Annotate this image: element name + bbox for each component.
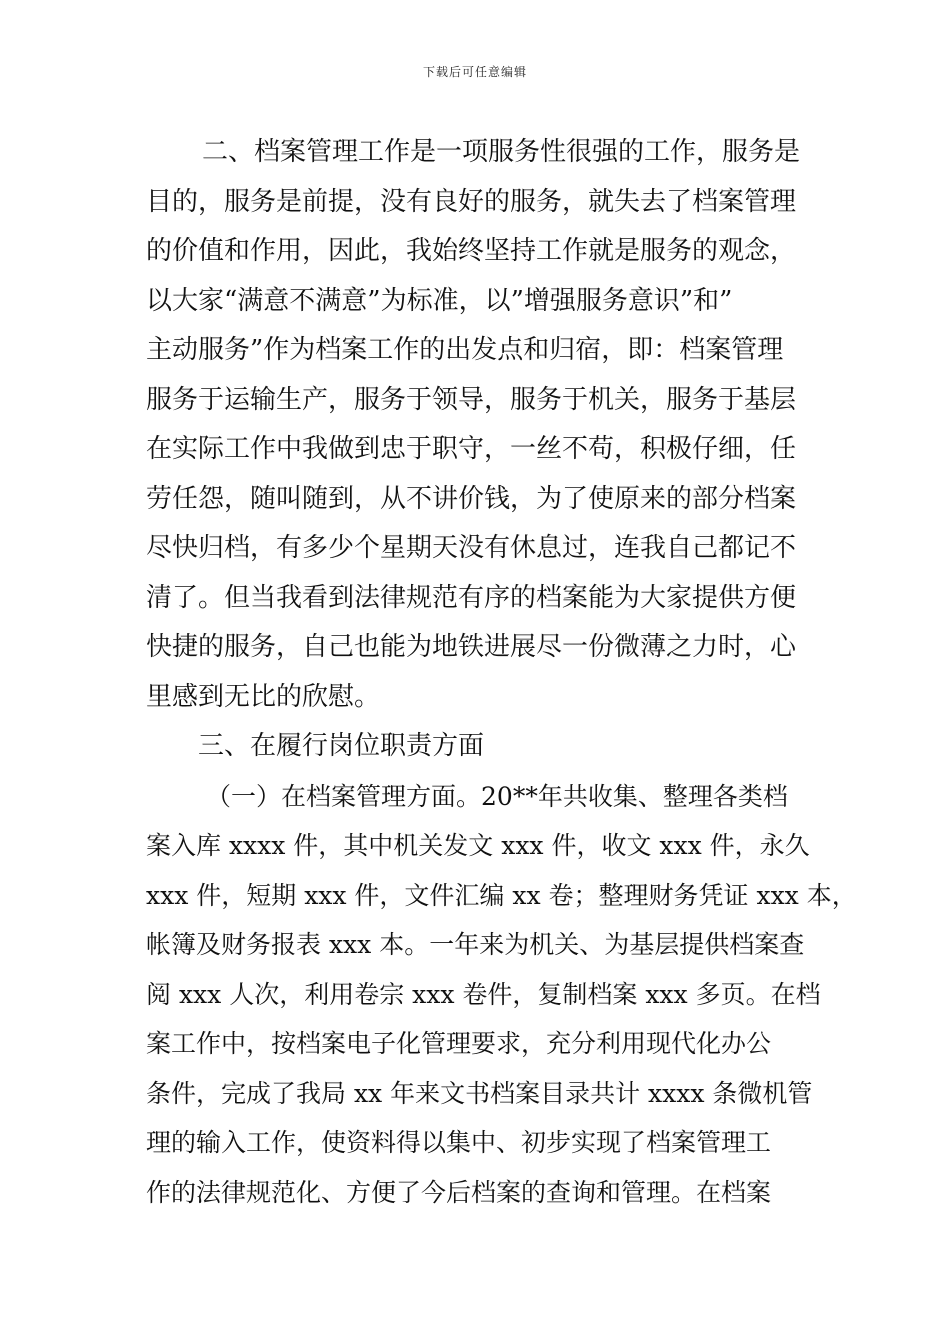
paragraph-line: （一）在档案管理方面。20**年共收集、整理各类档 (206, 781, 788, 811)
paragraph-line: 服务于运输生产，服务于领导，服务于机关，服务于基层 (146, 384, 797, 415)
paragraph-line: 劳任怨，随叫随到，从不讲价钱，为了使原来的部分档案 (146, 483, 797, 514)
paragraph-line: 的价值和作用，因此，我始终坚持工作就是服务的观念， (146, 236, 797, 266)
paragraph-line: 条件，完成了我局 xx 年来文书档案目录共计 xxxx 条微机管 (146, 1078, 813, 1108)
paragraph-line: xxx 件，短期 xxx 件，文件汇编 xx 卷；整理财务凭证 xxx 本， (146, 880, 857, 910)
paragraph-line: 尽快归档，有多少个星期天没有休息过，连我自己都记不 (146, 533, 797, 563)
paragraph-line: 阅 xxx 人次，利用卷宗 xxx 卷件，复制档案 xxx 多页。在档 (146, 979, 821, 1009)
paragraph-line: 理的输入工作，使资料得以集中、初步实现了档案管理工 (146, 1128, 772, 1157)
paragraph-line: 帐簿及财务报表 xxx 本。一年来为机关、为基层提供档案查 (146, 930, 805, 959)
paragraph-line: 主动服务”作为档案工作的出发点和归宿，即：档案管理 (146, 335, 784, 365)
paragraph-line: 目的，服务是前提，没有良好的服务，就失去了档案管理 (146, 186, 797, 217)
paragraph-line: 快捷的服务，自己也能为地铁进展尽一份微薄之力时，心 (146, 632, 797, 662)
paragraph-line: 案入库 xxxx 件，其中机关发文 xxx 件，收文 xxx 件，永久 (146, 831, 810, 860)
paragraph-line: 清了。但当我看到法律规范有序的档案能为大家提供方便 (146, 582, 797, 613)
paragraph-line: 作的法律规范化、方便了今后档案的查询和管理。在档案 (146, 1177, 772, 1207)
paragraph-line: 以大家“满意不满意”为标准，以”增强服务意识”和” (146, 285, 733, 316)
paragraph-line: 在实际工作中我做到忠于职守，一丝不苟，积极仔细，任 (146, 434, 797, 464)
section-heading: 三、在履行岗位职责方面 (198, 731, 485, 761)
page-header-note: 下载后可任意编辑 (422, 65, 527, 79)
document-body (146, 128, 857, 1217)
paragraph-line: 里感到无比的欣慰。 (146, 681, 381, 712)
paragraph-line: 案工作中，按档案电子化管理要求，充分利用现代化办公 (146, 1029, 772, 1058)
paragraph-line: 二、档案管理工作是一项服务性很强的工作，服务是 (202, 137, 801, 167)
